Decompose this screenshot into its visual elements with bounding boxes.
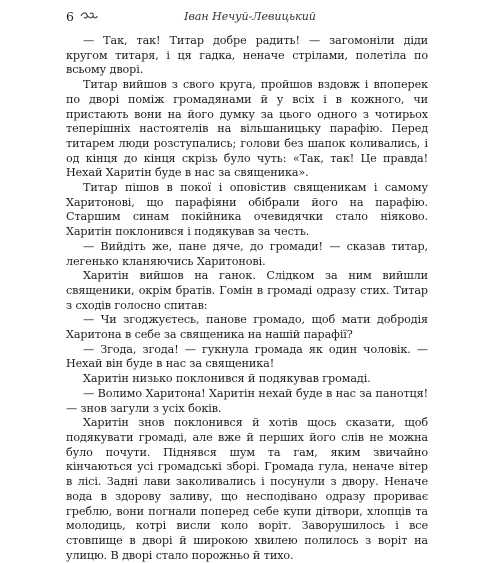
- paragraph: — Вийдіть же, пане дяче, до громади! — сказав титар, легенько кланяючись Харитонові.: [66, 239, 428, 268]
- paragraph: — Згода, згода! — гукнула громада як один чоловік. — Нехай він буде в нас за священика!: [66, 342, 428, 371]
- paragraph: — Чи згоджуєтесь, панове громадо, щоб мати добродія Харитона в себе за священика на нашій парафії?: [66, 313, 428, 342]
- paragraph: Харитін знов поклонився й хотів щось сказати, щоб подякувати громаді, але вже й перших його слів не можна було почути. Піднявся шум та гам, яким звичайно кінчаються усі громадські зборі. Громада гула, неначе вітер в лісі. Задні лави заколивались і посунули з двору. Неначе вода в здорову заливу, що несподівано одразу прориває греблю, вони погнали поперед себе купи дітвори, хлопців та молодиць, котрі висли коло воріт. Заворушилось і все стовпище в дворі й широкою хвилею полилось з воріт на улицю. В дворі стало порожньо й тихо.: [66, 416, 428, 562]
- page-header: [66, 7, 434, 25]
- paragraph: — Так, так! Титар добре радить! — загомоніли діди кругом титаря, і ця гадка, неначе стрілами, полетіла по всьому дворі.: [66, 34, 428, 77]
- paragraph: Титар вийшов з свого круга, пройшов вздовж і впоперек по дворі поміж громадянами й у всіх і в кожного, чи пристають вони на його думку за цього одного з чотирьох теперішніх настоятелів на вільшаницьку парафію. Перед титарем люди розступались; голови без шапок коливались, і од кінця до кінця скрізь було чуть: «Так, так! Це правда! Нехай Харитін буде в нас за священика».: [66, 78, 428, 180]
- paragraph: Титар пішов в покої і оповістив священикам і самому Харитонові, що парафіяни обібрали його на парафію. Старшим синам покійника очевидячки стало ніяково. Харитін поклонився і подякував за честь.: [66, 181, 428, 239]
- running-title: Іван Нечуй-Левицький: [184, 9, 316, 23]
- page-number: 6: [66, 8, 74, 24]
- paragraph: Харитін низько поклонився й подякував громаді.: [83, 372, 371, 386]
- body-text: [66, 34, 428, 563]
- paragraph: — Волимо Харитона! Харитін нехай буде в нас за панотця! — знов загули з усіх боків.: [66, 386, 428, 415]
- paragraph: Харитін вийшов на ганок. Слідком за ним вийшли священики, окрім братів. Гомін в громаді одразу стих. Титар з сходів голосно спитав:: [66, 269, 428, 312]
